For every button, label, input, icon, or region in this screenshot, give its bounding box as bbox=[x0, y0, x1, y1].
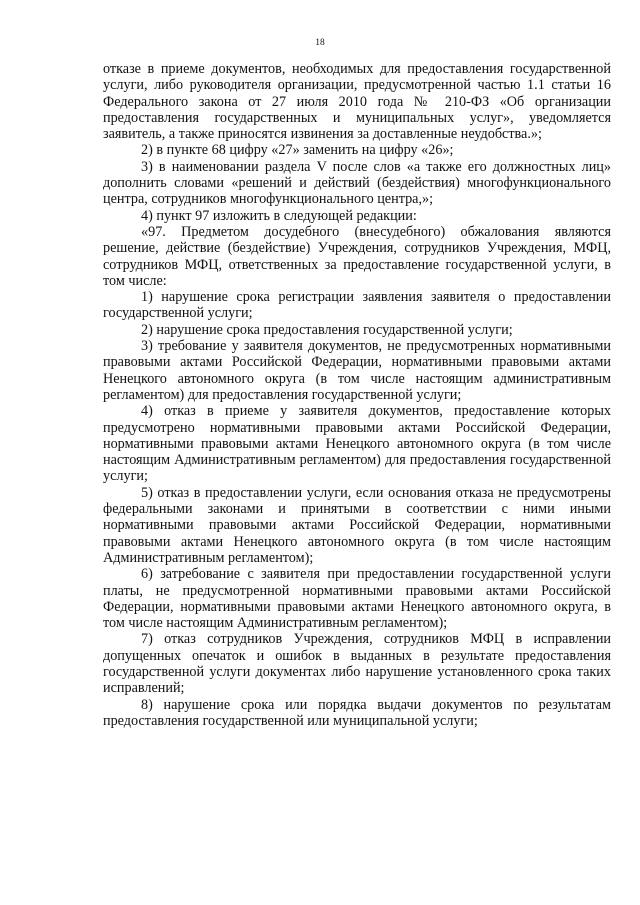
paragraph-item-2-point-68: 2) в пункте 68 цифру «27» заменить на цифру «26»; bbox=[141, 142, 454, 159]
list-item-1: 1) нарушение срока регистрации заявления заявителя о предоставлении государственной услуги; bbox=[103, 289, 611, 322]
list-item-5: 5) отказ в предоставлении услуги, если основания отказа не предусмотрены федеральными законами и принятыми в соответствии с ними иными нормативными правовыми актами Российской Федерации, нормативными правовыми актами Ненецкого автономного округа (в том числе настоящим Административным регламентом); bbox=[103, 484, 611, 566]
paragraph-continuation: отказе в приеме документов, необходимых для предоставления государственной услуги, либо руководителя организации, предусмотренной частью 1.1 статьи 16 Федерального закона от 27 июля 2010 года № 210-ФЗ «Об организации предоставления государственных и муниципальных услуг», уведомляется заявитель, а также приносятся извинения за доставленные неудобства.»; bbox=[103, 61, 611, 143]
list-item-3: 3) требование у заявителя документов, не предусмотренных нормативными правовыми актами Российской Федерации, нормативными правовыми актами Ненецкого автономного округа (в том числе настоящим административным регламентом) для предоставления государственной услуги; bbox=[103, 338, 611, 403]
list-item-2: 2) нарушение срока предоставления государственной услуги; bbox=[141, 321, 513, 338]
paragraph-point-97-intro: «97. Предметом досудебного (внесудебного) обжалования являются решение, действие (бездействие) Учреждения, сотрудников Учреждения, МФЦ, сотрудников МФЦ, ответственных за предоставление государственной услуги, в том числе: bbox=[103, 223, 611, 289]
list-item-7: 7) отказ сотрудников Учреждения, сотрудников МФЦ в исправлении допущенных опечаток и ошибок в выданных в результате предоставления государственной услуги документах либо нарушение установленного срока таких исправлений; bbox=[103, 631, 611, 697]
list-item-4: 4) отказ в приеме у заявителя документов, предоставление которых предусмотрено нормативными правовыми актами Российской Федерации, нормативными правовыми актами Ненецкого автономного округа (в том числе настоящим Административным регламентом) для предоставления государственной услуги; bbox=[103, 403, 611, 485]
list-item-8: 8) нарушение срока или порядка выдачи документов по результатам предоставления государственной или муниципальной услуги; bbox=[103, 696, 611, 729]
list-item-6: 6) затребование с заявителя при предоставлении государственной услуги платы, не предусмотренной нормативными правовыми актами Российской Федерации, нормативными правовыми актами Ненецкого автономного округа, в том числе настоящим Административным регламентом); bbox=[103, 566, 611, 632]
paragraph-item-4-point-97: 4) пункт 97 изложить в следующей редакции: bbox=[141, 207, 417, 224]
paragraph-item-3-section-v: 3) в наименовании раздела V после слов «а также его должностных лиц» дополнить словами «решений и действий (бездействия) многофункционального центра, сотрудников многофункционального центра,»; bbox=[103, 158, 611, 208]
document-body bbox=[103, 61, 611, 729]
page-number: 18 bbox=[315, 38, 325, 48]
